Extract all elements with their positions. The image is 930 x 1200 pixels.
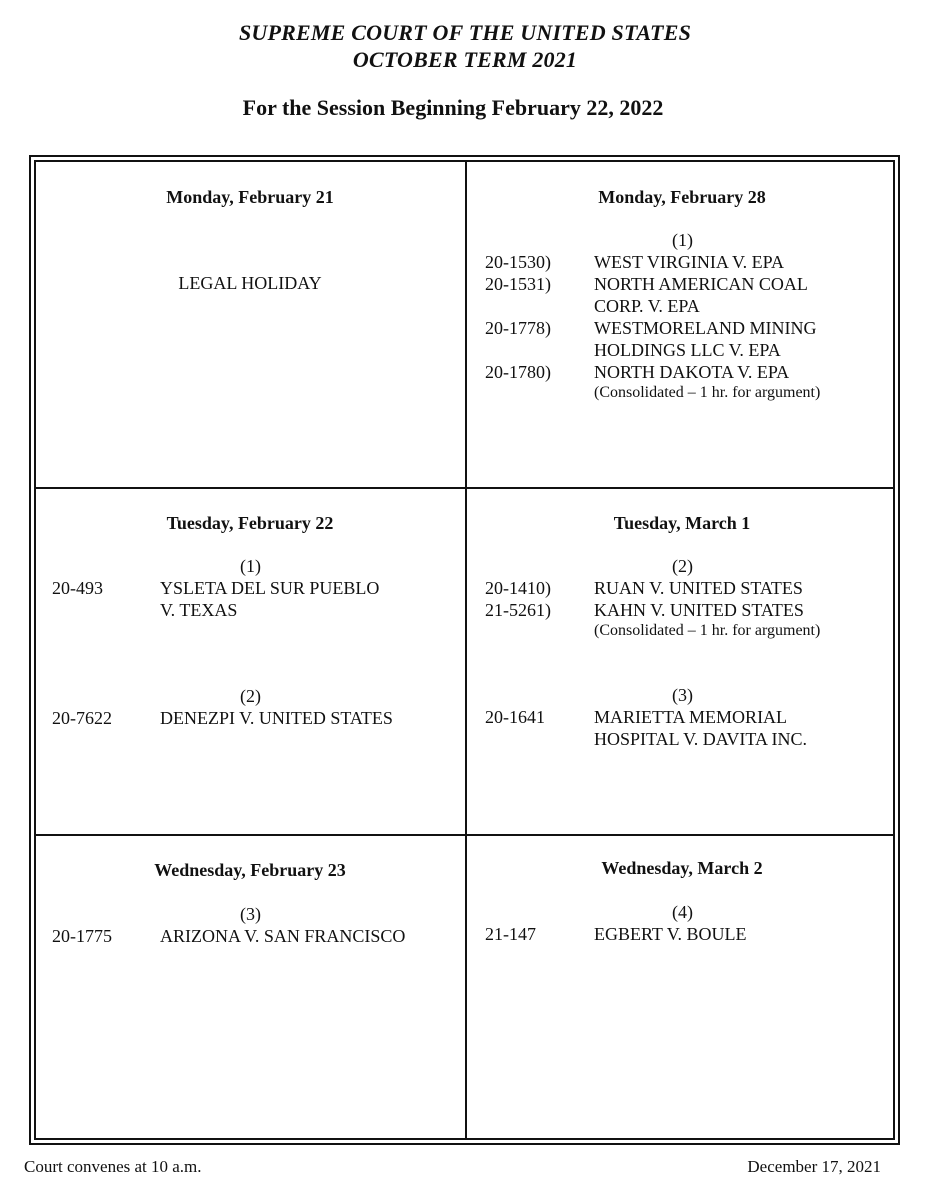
legal-holiday-note: LEGAL HOLIDAY [178, 273, 322, 293]
docket-number: 20-7622 [52, 708, 112, 728]
case-name: YSLETA DEL SUR PUEBLO [160, 578, 380, 598]
docket-number: 20-1530) [485, 252, 551, 272]
argument-order-number: (3) [240, 904, 261, 924]
case-name: NORTH DAKOTA V. EPA [594, 362, 790, 382]
argument-order-number: (2) [240, 686, 261, 706]
court-convenes-note: Court convenes at 10 a.m. [24, 1157, 202, 1176]
argument-order-number: (1) [672, 230, 693, 250]
session-heading: For the Session Beginning February 22, 2022 [242, 95, 664, 120]
docket-number: 21-5261) [485, 600, 551, 620]
argument-order-number: (4) [672, 902, 693, 922]
case-name-continued: HOSPITAL V. DAVITA INC. [594, 729, 807, 749]
case-name-continued: CORP. V. EPA [594, 296, 700, 316]
argument-order-number: (1) [240, 556, 261, 576]
docket-number: 20-1780) [485, 362, 551, 382]
day-heading: Wednesday, March 2 [601, 858, 763, 878]
docket-number: 20-493 [52, 578, 103, 598]
case-name: WESTMORELAND MINING [594, 318, 817, 338]
day-heading: Monday, February 21 [166, 187, 334, 207]
day-heading: Tuesday, March 1 [613, 513, 751, 533]
argument-order-number: (2) [672, 556, 693, 576]
court-title: SUPREME COURT OF THE UNITED STATES [239, 20, 691, 45]
case-name: EGBERT V. BOULE [594, 924, 747, 944]
row-divider [35, 834, 894, 836]
case-name: RUAN V. UNITED STATES [594, 578, 803, 598]
consolidated-note: (Consolidated – 1 hr. for argument) [594, 384, 821, 401]
publication-date: December 17, 2021 [747, 1157, 881, 1176]
argument-order-number: (3) [672, 685, 693, 705]
docket-number: 20-1778) [485, 318, 551, 338]
case-name: KAHN V. UNITED STATES [594, 600, 804, 620]
day-heading: Tuesday, February 22 [166, 513, 334, 533]
docket-number: 20-1641 [485, 707, 545, 727]
case-name: DENEZPI V. UNITED STATES [160, 708, 393, 728]
case-name: MARIETTA MEMORIAL [594, 707, 788, 727]
day-heading: Monday, February 28 [598, 187, 766, 207]
case-name-continued: V. TEXAS [160, 600, 238, 620]
docket-number: 20-1531) [485, 274, 551, 294]
case-name-continued: HOLDINGS LLC V. EPA [594, 340, 781, 360]
day-heading: Wednesday, February 23 [154, 860, 346, 880]
case-name: WEST VIRGINIA V. EPA [594, 252, 785, 272]
term-title: OCTOBER TERM 2021 [352, 47, 578, 72]
docket-number: 20-1410) [485, 578, 551, 598]
docket-number: 21-147 [485, 924, 536, 944]
case-name: NORTH AMERICAN COAL [594, 274, 808, 294]
docket-number: 20-1775 [52, 926, 112, 946]
row-divider [35, 487, 894, 489]
consolidated-note: (Consolidated – 1 hr. for argument) [594, 622, 821, 639]
column-divider [465, 161, 467, 1139]
case-name: ARIZONA V. SAN FRANCISCO [160, 926, 406, 946]
